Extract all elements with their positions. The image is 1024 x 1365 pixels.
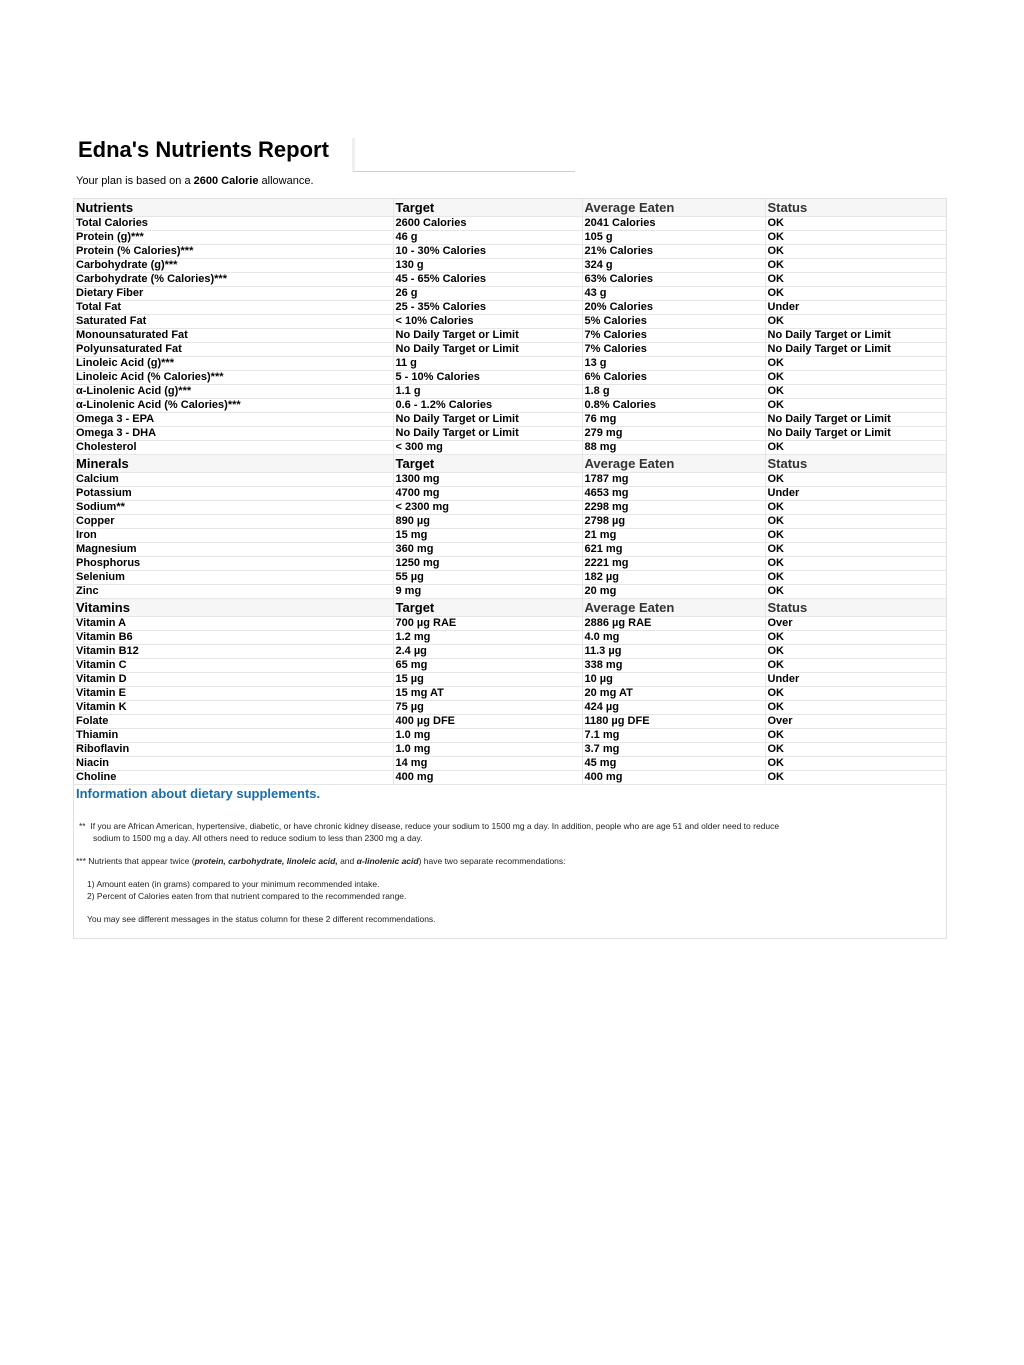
target-value: < 300 mg — [393, 441, 582, 455]
status-value: OK — [765, 399, 946, 413]
table-row — [74, 245, 946, 259]
recommendation-1: 1) Amount eaten (in grams) compared to your minimum recommended intake. — [87, 879, 380, 889]
nutrient-name: Omega 3 - EPA — [74, 413, 393, 427]
status-value: OK — [765, 245, 946, 259]
target-value: 46 g — [393, 231, 582, 245]
average-eaten-column-header: Average Eaten — [582, 599, 765, 617]
nutrient-name: Carbohydrate (% Calories)*** — [74, 273, 393, 287]
target-value: 11 g — [393, 357, 582, 371]
nutrient-name: Vitamin E — [74, 687, 393, 701]
nutrient-name: Choline — [74, 771, 393, 785]
average-eaten-column-header: Average Eaten — [582, 455, 765, 473]
status-value: OK — [765, 543, 946, 557]
table-row — [74, 217, 946, 231]
table-row — [74, 645, 946, 659]
average-eaten-value: 621 mg — [582, 543, 765, 557]
average-eaten-value: 2886 µg RAE — [582, 617, 765, 631]
average-eaten-value: 76 mg — [582, 413, 765, 427]
average-eaten-value: 2041 Calories — [582, 217, 765, 231]
table-row — [74, 501, 946, 515]
table-row — [74, 571, 946, 585]
status-value: OK — [765, 231, 946, 245]
average-eaten-value: 43 g — [582, 287, 765, 301]
target-value: 360 mg — [393, 543, 582, 557]
nutrient-name: Protein (g)*** — [74, 231, 393, 245]
nutrient-name: Zinc — [74, 585, 393, 599]
twice-footnote-last: α-linolenic acid — [356, 856, 419, 866]
table-row — [74, 729, 946, 743]
table-row — [74, 231, 946, 245]
twice-footnote-prefix: *** Nutrients that appear twice ( — [76, 856, 195, 866]
status-value: Under — [765, 673, 946, 687]
nutrient-name: Total Calories — [74, 217, 393, 231]
status-value: OK — [765, 687, 946, 701]
average-eaten-value: 5% Calories — [582, 315, 765, 329]
nutrient-name: Linoleic Acid (g)*** — [74, 357, 393, 371]
status-value: OK — [765, 515, 946, 529]
target-value: 15 mg — [393, 529, 582, 543]
section-header-vitamins — [74, 599, 946, 617]
table-row — [74, 441, 946, 455]
average-eaten-value: 1.8 g — [582, 385, 765, 399]
average-eaten-value: 2221 mg — [582, 557, 765, 571]
status-value: OK — [765, 743, 946, 757]
nutrient-name: Carbohydrate (g)*** — [74, 259, 393, 273]
section-header-minerals — [74, 455, 946, 473]
target-value: 14 mg — [393, 757, 582, 771]
table-row — [74, 343, 946, 357]
table-row — [74, 673, 946, 687]
table-row — [74, 329, 946, 343]
status-value: OK — [765, 315, 946, 329]
average-eaten-value: 3.7 mg — [582, 743, 765, 757]
plan-suffix: allowance. — [261, 175, 314, 187]
status-value: OK — [765, 371, 946, 385]
nutrient-name: Folate — [74, 715, 393, 729]
status-value: OK — [765, 585, 946, 599]
status-column-header: Status — [765, 199, 946, 217]
status-value: OK — [765, 217, 946, 231]
status-value: Over — [765, 715, 946, 729]
nutrient-name: α-Linolenic Acid (% Calories)*** — [74, 399, 393, 413]
status-value: OK — [765, 771, 946, 785]
target-value: 1.2 mg — [393, 631, 582, 645]
plan-calories: 2600 Calorie — [193, 175, 259, 187]
average-eaten-value: 10 µg — [582, 673, 765, 687]
target-value: No Daily Target or Limit — [393, 343, 582, 357]
average-eaten-value: 21% Calories — [582, 245, 765, 259]
table-row — [74, 259, 946, 273]
table-row — [74, 413, 946, 427]
table-row — [74, 687, 946, 701]
average-eaten-value: 21 mg — [582, 529, 765, 543]
status-value: OK — [765, 631, 946, 645]
table-row — [74, 715, 946, 729]
table-row — [74, 543, 946, 557]
report-title-row — [78, 136, 329, 166]
status-value: No Daily Target or Limit — [765, 343, 946, 357]
status-value: OK — [765, 357, 946, 371]
average-eaten-value: 20 mg — [582, 585, 765, 599]
status-value: OK — [765, 473, 946, 487]
nutrient-name: Copper — [74, 515, 393, 529]
average-eaten-value: 0.8% Calories — [582, 399, 765, 413]
section-title: Minerals — [74, 455, 393, 473]
section-header-nutrients — [74, 199, 946, 217]
nutrient-name: Phosphorus — [74, 557, 393, 571]
average-eaten-value: 45 mg — [582, 757, 765, 771]
average-eaten-value: 11.3 µg — [582, 645, 765, 659]
nutrient-name: Magnesium — [74, 543, 393, 557]
average-eaten-value: 4653 mg — [582, 487, 765, 501]
twice-footnote-items: protein, carbohydrate, linoleic acid, — [194, 856, 338, 866]
status-value: No Daily Target or Limit — [765, 427, 946, 441]
target-value: 9 mg — [393, 585, 582, 599]
nutrient-name: Riboflavin — [74, 743, 393, 757]
nutrient-name: Calcium — [74, 473, 393, 487]
target-value: 2.4 µg — [393, 645, 582, 659]
table-row — [74, 385, 946, 399]
target-value: 700 µg RAE — [393, 617, 582, 631]
target-value: 400 µg DFE — [393, 715, 582, 729]
table-row — [74, 701, 946, 715]
twice-footnote-suffix: ) have two separate recommendations: — [418, 856, 566, 866]
status-value: No Daily Target or Limit — [765, 413, 946, 427]
table-row — [74, 743, 946, 757]
target-value: No Daily Target or Limit — [393, 413, 582, 427]
target-column-header: Target — [393, 199, 582, 217]
title-text-input[interactable] — [352, 138, 575, 172]
status-value: OK — [765, 557, 946, 571]
table-row — [74, 301, 946, 315]
sodium-footnote-mark: ** — [79, 821, 86, 831]
dietary-supplements-link[interactable]: Information about dietary supplements. — [76, 786, 321, 801]
nutrient-name: Dietary Fiber — [74, 287, 393, 301]
target-value: 130 g — [393, 259, 582, 273]
sodium-footnote — [79, 820, 783, 844]
target-value: < 10% Calories — [393, 315, 582, 329]
average-eaten-value: 338 mg — [582, 659, 765, 673]
average-eaten-value: 4.0 mg — [582, 631, 765, 645]
target-value: 1250 mg — [393, 557, 582, 571]
nutrient-name: Vitamin B6 — [74, 631, 393, 645]
status-value: OK — [765, 701, 946, 715]
target-value: 65 mg — [393, 659, 582, 673]
average-eaten-value: 1787 mg — [582, 473, 765, 487]
table-row — [74, 659, 946, 673]
sodium-footnote-text: If you are African American, hypertensive, diabetic, or have chronic kidney disease, reduce your sodium to 1500 mg a day. In addition, people who are age 51 and older need to reduce sodium to 1500 mg a day. All others need to reduce sodium to less than 2300 mg a day. — [90, 821, 780, 843]
target-value: < 2300 mg — [393, 501, 582, 515]
target-value: 10 - 30% Calories — [393, 245, 582, 259]
nutrient-name: Polyunsaturated Fat — [74, 343, 393, 357]
average-eaten-value: 63% Calories — [582, 273, 765, 287]
status-value: OK — [765, 645, 946, 659]
status-value: OK — [765, 441, 946, 455]
twice-footnote — [76, 855, 946, 867]
table-row — [74, 473, 946, 487]
table-row — [74, 487, 946, 501]
status-column-header: Status — [765, 455, 946, 473]
nutrient-name: Protein (% Calories)*** — [74, 245, 393, 259]
target-value: 1.0 mg — [393, 743, 582, 757]
plan-prefix: Your plan is based on a — [76, 175, 191, 187]
average-eaten-value: 424 µg — [582, 701, 765, 715]
average-eaten-value: 7.1 mg — [582, 729, 765, 743]
status-value: OK — [765, 385, 946, 399]
nutrient-name: Vitamin D — [74, 673, 393, 687]
nutrient-name: Monounsaturated Fat — [74, 329, 393, 343]
average-eaten-value: 88 mg — [582, 441, 765, 455]
section-title: Vitamins — [74, 599, 393, 617]
nutrient-name: Cholesterol — [74, 441, 393, 455]
status-value: OK — [765, 529, 946, 543]
average-eaten-value: 7% Calories — [582, 329, 765, 343]
footnotes — [74, 820, 946, 925]
average-eaten-value: 279 mg — [582, 427, 765, 441]
nutrients-table — [74, 199, 946, 785]
nutrient-name: Omega 3 - DHA — [74, 427, 393, 441]
recommendation-list — [87, 878, 946, 902]
target-value: 4700 mg — [393, 487, 582, 501]
average-eaten-value: 6% Calories — [582, 371, 765, 385]
page-title: Edna's Nutrients Report — [78, 137, 329, 162]
average-eaten-value: 20% Calories — [582, 301, 765, 315]
plan-summary — [76, 174, 314, 188]
table-row — [74, 371, 946, 385]
target-value: 15 µg — [393, 673, 582, 687]
status-value: OK — [765, 501, 946, 515]
table-row — [74, 771, 946, 785]
table-row — [74, 357, 946, 371]
status-value: Under — [765, 301, 946, 315]
average-eaten-value: 20 mg AT — [582, 687, 765, 701]
nutrient-name: Sodium** — [74, 501, 393, 515]
target-value: 25 - 35% Calories — [393, 301, 582, 315]
average-eaten-value: 13 g — [582, 357, 765, 371]
target-value: 55 µg — [393, 571, 582, 585]
nutrient-name: Saturated Fat — [74, 315, 393, 329]
average-eaten-value: 400 mg — [582, 771, 765, 785]
target-value: No Daily Target or Limit — [393, 329, 582, 343]
status-column-note: You may see different messages in the status column for these 2 different recommendations. — [87, 914, 436, 924]
target-value: 45 - 65% Calories — [393, 273, 582, 287]
nutrient-name: Vitamin A — [74, 617, 393, 631]
status-value: OK — [765, 659, 946, 673]
target-value: No Daily Target or Limit — [393, 427, 582, 441]
table-row — [74, 287, 946, 301]
target-value: 75 µg — [393, 701, 582, 715]
table-row — [74, 617, 946, 631]
table-row — [74, 399, 946, 413]
nutrient-name: α-Linolenic Acid (g)*** — [74, 385, 393, 399]
nutrient-name: Vitamin C — [74, 659, 393, 673]
table-row — [74, 585, 946, 599]
target-value: 15 mg AT — [393, 687, 582, 701]
average-eaten-value: 2798 µg — [582, 515, 765, 529]
target-value: 1.1 g — [393, 385, 582, 399]
recommendation-2: 2) Percent of Calories eaten from that nutrient compared to the recommended range. — [87, 891, 407, 901]
status-value: OK — [765, 287, 946, 301]
average-eaten-value: 1180 µg DFE — [582, 715, 765, 729]
table-row — [74, 427, 946, 441]
average-eaten-column-header: Average Eaten — [582, 199, 765, 217]
target-column-header: Target — [393, 455, 582, 473]
status-value: OK — [765, 757, 946, 771]
average-eaten-value: 182 µg — [582, 571, 765, 585]
average-eaten-value: 324 g — [582, 259, 765, 273]
nutrient-name: Potassium — [74, 487, 393, 501]
section-title: Nutrients — [74, 199, 393, 217]
target-value: 400 mg — [393, 771, 582, 785]
target-value: 1300 mg — [393, 473, 582, 487]
status-value: No Daily Target or Limit — [765, 329, 946, 343]
nutrient-name: Vitamin K — [74, 701, 393, 715]
status-value: OK — [765, 571, 946, 585]
average-eaten-value: 105 g — [582, 231, 765, 245]
target-column-header: Target — [393, 599, 582, 617]
nutrient-name: Linoleic Acid (% Calories)*** — [74, 371, 393, 385]
target-value: 0.6 - 1.2% Calories — [393, 399, 582, 413]
status-value: OK — [765, 259, 946, 273]
target-value: 5 - 10% Calories — [393, 371, 582, 385]
nutrient-name: Thiamin — [74, 729, 393, 743]
target-value: 26 g — [393, 287, 582, 301]
status-value: OK — [765, 729, 946, 743]
table-row — [74, 631, 946, 645]
table-row — [74, 515, 946, 529]
average-eaten-value: 7% Calories — [582, 343, 765, 357]
status-value: Over — [765, 617, 946, 631]
nutrient-name: Iron — [74, 529, 393, 543]
target-value: 1.0 mg — [393, 729, 582, 743]
status-value: Under — [765, 487, 946, 501]
nutrient-name: Vitamin B12 — [74, 645, 393, 659]
table-row — [74, 557, 946, 571]
target-value: 890 µg — [393, 515, 582, 529]
nutrient-name: Niacin — [74, 757, 393, 771]
table-row — [74, 315, 946, 329]
nutrient-name: Selenium — [74, 571, 393, 585]
table-row — [74, 273, 946, 287]
target-value: 2600 Calories — [393, 217, 582, 231]
average-eaten-value: 2298 mg — [582, 501, 765, 515]
table-row — [74, 757, 946, 771]
nutrients-report-panel — [73, 198, 947, 939]
twice-footnote-and: and — [337, 856, 357, 866]
status-value: OK — [765, 273, 946, 287]
nutrient-name: Total Fat — [74, 301, 393, 315]
table-row — [74, 529, 946, 543]
status-column-header: Status — [765, 599, 946, 617]
